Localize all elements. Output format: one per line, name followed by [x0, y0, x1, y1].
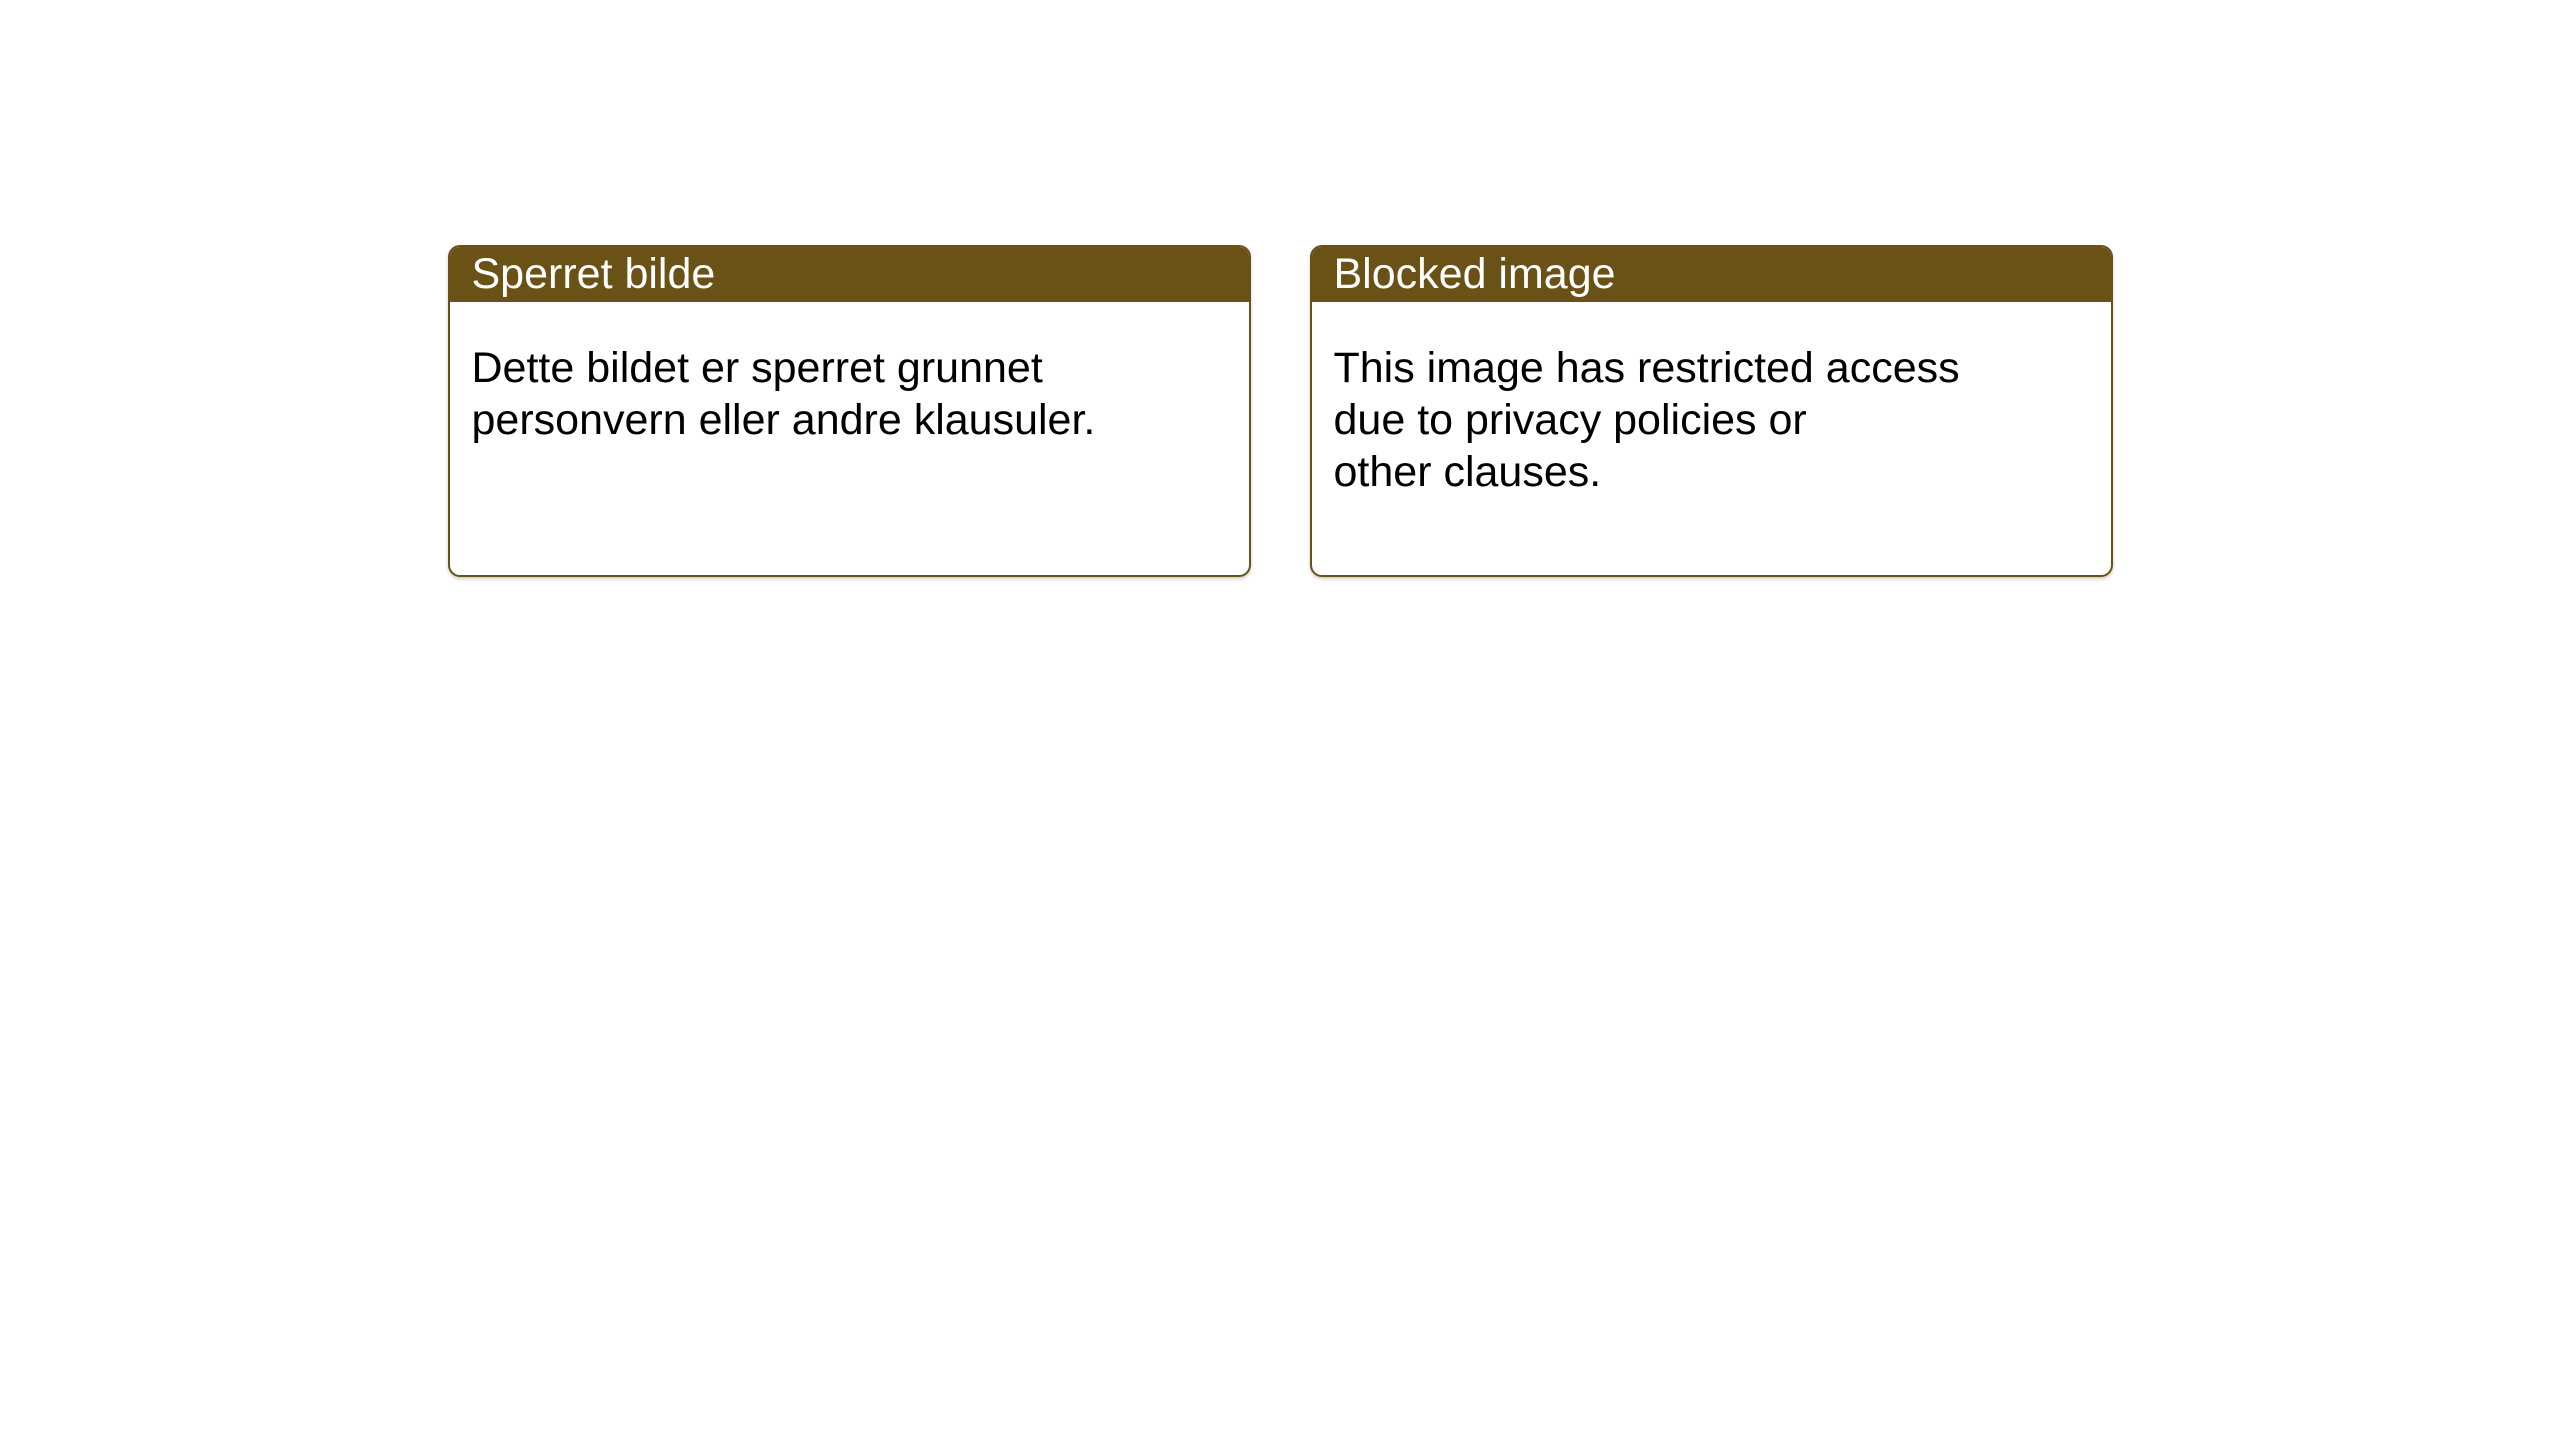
notice-text-line: This image has restricted access [1333, 344, 1960, 392]
blocked-image-card-norwegian [448, 245, 1251, 577]
card-title-norwegian: Sperret bilde [471, 250, 716, 298]
card-body-english [1312, 302, 2111, 498]
card-header-norwegian [450, 247, 1249, 302]
notice-text-line: other clauses. [1333, 448, 1602, 496]
card-title-english: Blocked image [1333, 250, 1616, 298]
card-body-norwegian [450, 302, 1249, 446]
notice-text-line: due to privacy policies or [1333, 396, 1807, 444]
card-header-english [1312, 247, 2111, 302]
blocked-image-card-english [1310, 245, 2113, 577]
notice-text-line: personvern eller andre klausuler. [471, 396, 1096, 444]
notice-text-line: Dette bildet er sperret grunnet [471, 344, 1043, 392]
blocked-notice-row [0, 245, 2560, 577]
